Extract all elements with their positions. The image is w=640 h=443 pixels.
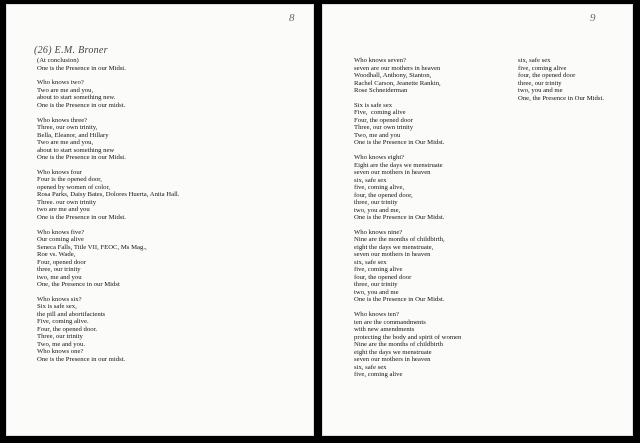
poem-line: five, coming alive: [354, 371, 403, 379]
poem-column-left: [354, 57, 461, 386]
stanza: [354, 311, 461, 379]
poem-line: four, the opened door: [354, 273, 412, 281]
poem-column-right: [518, 57, 604, 109]
poem-line: Woodhall, Anthony, Stanton,: [354, 72, 432, 79]
poem-line: five, coming alive: [354, 266, 403, 274]
poem-line: One, the Presence in our Midst: [37, 281, 120, 289]
poem-line: six, safe sex: [518, 57, 551, 64]
poem-line: Three, our own trinity,: [37, 124, 98, 132]
stanza: [354, 102, 461, 147]
poem-line: Six is safe sex,: [37, 303, 77, 311]
poem-line: two, you and me: [518, 87, 563, 94]
stanza: [354, 229, 461, 304]
poem-line: Nine are the months of childbirth: [354, 341, 443, 349]
poem-line: seven our mothers in heaven: [354, 251, 431, 259]
poem-line: Who knows seven?: [354, 57, 407, 64]
poem-line: Rosa Parks, Daisy Bates, Dolores Huerta, Anita Hall.: [37, 191, 180, 199]
poem-line: seven our mothers in heaven: [354, 169, 431, 177]
poem-line: ten are the commandments: [354, 318, 426, 326]
poem-line: One is the Presence in our midst.: [37, 101, 126, 109]
poem-line: One is the Presence in Our Midst.: [354, 214, 445, 222]
poem-line: seven are our mothers in heaven: [354, 64, 441, 72]
poem-line: two, me and you: [37, 273, 82, 281]
poem-line: Who knows ten?: [354, 311, 399, 319]
poem-line: three, our trinity: [354, 199, 398, 207]
poem-line: Four, the opened door: [354, 116, 413, 124]
poem-line: Three, our own trinity: [354, 124, 414, 132]
poem-line: six, safe sex: [354, 363, 387, 371]
poem-line: Who knows two?: [37, 79, 84, 87]
poem-line: Two, me and you.: [37, 340, 86, 348]
poem-line: Who knows four: [37, 168, 82, 176]
poem-line: Two, me and you: [354, 131, 401, 139]
poem-line: Who knows nine?: [354, 228, 403, 236]
poem-line: eight the days we menstruate,: [354, 243, 434, 251]
manuscript-page-9: [322, 4, 633, 436]
poem-column: [37, 57, 179, 371]
poem-line: five, coming alive: [518, 64, 567, 72]
handwritten-annotation: (26) E.M. Broner: [34, 45, 108, 56]
poem-line: two, you and me,: [354, 206, 401, 214]
poem-line: protecting the body and spirit of women: [354, 333, 462, 341]
poem-line: Our coming alive: [37, 236, 84, 244]
stanza: [354, 57, 461, 95]
poem-line: (At conclusion): [37, 57, 79, 64]
stanza: [37, 169, 179, 222]
poem-line: about to start something new.: [37, 94, 116, 102]
poem-line: Who knows six?: [37, 295, 82, 303]
poem-line: Four is the opened door,: [37, 176, 102, 184]
poem-line: Four, opened door: [37, 258, 86, 266]
poem-line: One is the Presence in our Midst.: [37, 154, 126, 162]
stanza: [37, 57, 179, 72]
manuscript-page-8: [6, 4, 314, 436]
poem-line: Seneca Falls, Title VII, FEOC, Ms Mag.,: [37, 243, 147, 251]
poem-line: Who knows three?: [37, 116, 88, 124]
stanza: [37, 296, 179, 364]
poem-line: One is the Presence in Our Midst.: [354, 139, 445, 147]
poem-line: four, the opened door,: [354, 191, 413, 199]
poem-line: Rachel Carson, Jeanette Rankin,: [354, 79, 441, 87]
poem-line: five, coming alive,: [354, 184, 405, 192]
poem-line: One is the Presence in our Midst.: [37, 64, 126, 72]
poem-line: One is the Presence in our midst.: [37, 355, 126, 363]
page-number: 9: [590, 12, 596, 24]
poem-line: six, safe sex: [354, 176, 387, 184]
poem-line: Five, coming alive: [354, 109, 406, 117]
stanza: [37, 229, 179, 289]
poem-line: three, our trinity: [518, 79, 562, 87]
poem-line: six, safe sex: [354, 258, 387, 266]
poem-line: eight the days we menstruate: [354, 348, 432, 356]
poem-line: three, our trinity: [354, 281, 398, 289]
poem-line: seven our mothers in heaven: [354, 356, 431, 364]
poem-line: about to start something new: [37, 146, 115, 154]
poem-line: Who knows five?: [37, 228, 85, 236]
stanza: [37, 117, 179, 162]
stanza: [37, 79, 179, 109]
poem-line: Eight are the days we menstruate: [354, 161, 443, 169]
poem-line: Who knows eight?: [354, 154, 405, 162]
poem-line: three, our trinity: [37, 266, 81, 274]
poem-line: Who knows one?: [37, 348, 84, 356]
poem-line: Bella, Eleanor, and Hillary: [37, 131, 109, 139]
poem-line: Three, our trinity: [37, 333, 83, 341]
poem-line: two are me and you: [37, 206, 90, 214]
poem-line: Rose Schneiderman: [354, 87, 408, 94]
poem-line: the pill and abortifacients: [37, 310, 106, 318]
poem-line: Three. our own trinity: [37, 198, 97, 206]
poem-line: with new amendments: [354, 326, 415, 334]
poem-line: Nine are the months of childbirth,: [354, 236, 445, 244]
poem-line: One, the Presence in Our Midst.: [518, 94, 604, 102]
poem-line: Roe vs. Wade,: [37, 251, 76, 259]
stanza: [518, 57, 604, 102]
poem-line: Two are me and you,: [37, 86, 94, 94]
poem-line: Six is safe sex: [354, 101, 393, 109]
poem-line: Four, the opened door.: [37, 325, 98, 333]
poem-line: Five, coming alive.: [37, 318, 89, 326]
poem-line: two, you and me: [354, 288, 399, 296]
page-number: 8: [289, 12, 295, 24]
stanza: [354, 154, 461, 222]
poem-line: opened by women of color,: [37, 183, 111, 191]
poem-line: four, the opened door: [518, 72, 576, 79]
poem-line: One is the Presence in Our Midst.: [354, 296, 445, 304]
poem-line: One is the Presence in our Midst.: [37, 213, 126, 221]
poem-line: Two are me and you,: [37, 139, 94, 147]
